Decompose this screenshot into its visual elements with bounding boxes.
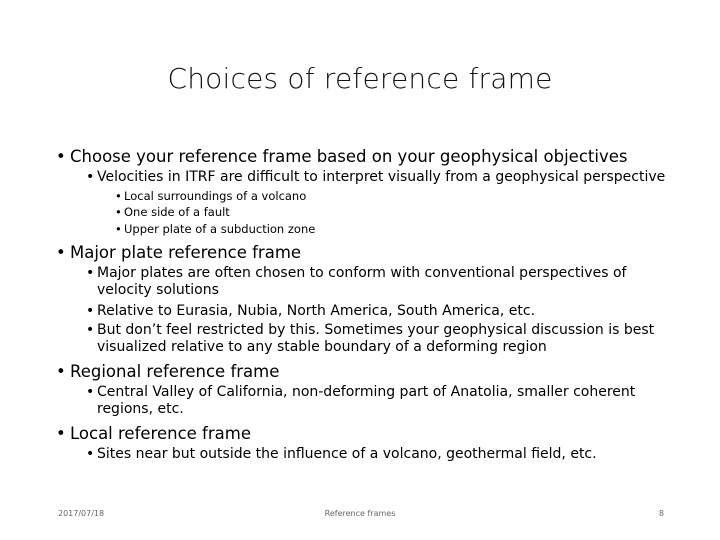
slide-title: Choices of reference frame — [167, 62, 553, 95]
footer-date: 2017/07/18 — [58, 509, 105, 518]
sub-bullet-item — [86, 446, 597, 462]
sub-bullet-item — [86, 265, 627, 281]
bullet-text: Upper plate of a subduction zone — [124, 222, 316, 236]
bullet-icon: • — [56, 243, 66, 262]
bullet-text-line: regions, etc. — [97, 401, 184, 417]
bullet-item-reference-choice — [56, 147, 628, 166]
bullet-icon: • — [86, 169, 95, 185]
bullet-item-regional — [56, 362, 280, 381]
bullet-icon: • — [115, 205, 122, 219]
bullet-text: One side of a fault — [124, 205, 230, 219]
bullet-icon: • — [56, 424, 66, 443]
bullet-item-major-plate — [56, 243, 302, 262]
bullet-text-line: Sites near but outside the influence of a volcano, geothermal field, etc. — [97, 446, 597, 462]
sub-bullet-item — [86, 384, 636, 400]
bullet-icon: • — [86, 265, 95, 281]
sub-sub-bullet-item — [115, 222, 316, 236]
bullet-item-local — [56, 424, 251, 443]
bullet-text: Major plate reference frame — [70, 243, 302, 262]
sub-bullet-item-itrf — [86, 169, 666, 185]
footer-page-number: 8 — [658, 509, 664, 518]
bullet-text-line: velocity solutions — [97, 282, 219, 298]
bullet-text-line: Central Valley of California, non-deforming part of Anatolia, smaller coherent — [97, 384, 636, 400]
bullet-icon: • — [56, 362, 66, 381]
sub-bullet-continuation — [97, 283, 219, 298]
footer-title: Reference frames — [324, 509, 396, 518]
sub-bullet-item — [86, 303, 536, 319]
sub-bullet-continuation — [97, 402, 184, 417]
bullet-text-line: Relative to Eurasia, Nubia, North America, South America, etc. — [97, 303, 536, 319]
bullet-text-line: Major plates are often chosen to conform with conventional perspectives of — [97, 265, 627, 281]
bullet-text: Regional reference frame — [70, 362, 280, 381]
bullet-icon: • — [115, 189, 122, 203]
sub-sub-bullet-item — [115, 205, 230, 219]
bullet-icon: • — [86, 322, 95, 338]
bullet-text: Local reference frame — [70, 424, 251, 443]
bullet-icon: • — [86, 384, 95, 400]
sub-bullet-continuation — [97, 340, 547, 355]
bullet-text-line: But don’t feel restricted by this. Sometimes your geophysical discussion is best — [97, 322, 655, 338]
bullet-icon: • — [86, 446, 95, 462]
bullet-icon: • — [86, 303, 95, 319]
bullet-text: Velocities in ITRF are difficult to interpret visually from a geophysical perspective — [97, 169, 666, 185]
sub-bullet-item — [86, 322, 655, 338]
bullet-text-line: visualized relative to any stable boundary of a deforming region — [97, 339, 547, 355]
bullet-text: Local surroundings of a volcano — [124, 189, 307, 203]
bullet-icon: • — [115, 222, 122, 236]
sub-sub-bullet-item — [115, 189, 307, 203]
bullet-text: Choose your reference frame based on your geophysical objectives — [70, 147, 628, 166]
bullet-icon: • — [56, 147, 66, 166]
